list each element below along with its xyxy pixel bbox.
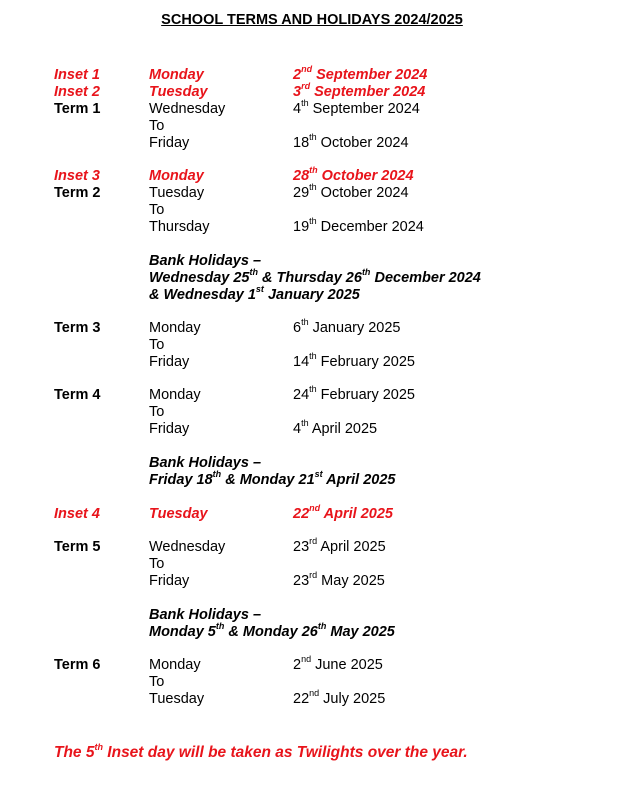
day-name: Monday [149, 67, 204, 83]
term-label: Inset 3 [54, 168, 100, 184]
day-name: To [149, 337, 165, 353]
schedule-row [0, 182, 624, 202]
day-name: Tuesday [149, 84, 208, 100]
day-name: Friday [149, 573, 190, 589]
date-value: 3rd September 2024 [293, 81, 426, 100]
term-label: Term 2 [54, 185, 101, 201]
date-value: 14th February 2025 [293, 351, 415, 370]
date-value: 19th December 2024 [293, 216, 424, 235]
schedule-row [0, 81, 624, 101]
page-title: SCHOOL TERMS AND HOLIDAYS 2024/2025 [161, 12, 463, 28]
day-name: Monday [149, 657, 201, 673]
bank-holiday-line: & Wednesday 1st January 2025 [149, 284, 360, 303]
schedule-row [0, 688, 624, 708]
date-value: 28th October 2024 [293, 165, 414, 184]
date-value: 2nd September 2024 [293, 64, 428, 83]
day-name: Thursday [149, 219, 210, 235]
day-name: Tuesday [149, 185, 205, 201]
term-label: Inset 2 [54, 84, 100, 100]
bank-holiday-heading: Bank Holidays – [149, 455, 262, 471]
term-label: Term 3 [54, 320, 101, 336]
term-label: Term 5 [54, 539, 101, 555]
bank-holiday-heading: Bank Holidays – [149, 253, 262, 269]
day-name: To [149, 118, 165, 134]
date-value: 29th October 2024 [293, 182, 409, 201]
day-name: To [149, 556, 165, 572]
date-value: 4th September 2024 [293, 98, 420, 117]
schedule-row [0, 98, 624, 118]
bank-holiday-note [149, 455, 395, 489]
schedule-row [0, 317, 624, 337]
schedule-row [0, 64, 624, 84]
day-name: Monday [149, 320, 201, 336]
date-value: 22nd April 2025 [293, 503, 393, 522]
date-value: 4th April 2025 [293, 418, 378, 437]
schedule-row [0, 216, 624, 236]
date-value: 2nd June 2025 [293, 654, 383, 673]
date-value: 22nd July 2025 [293, 688, 386, 707]
schedule-row [0, 418, 624, 438]
schedule-row [0, 654, 624, 674]
bank-holiday-heading: Bank Holidays – [149, 607, 262, 623]
term-label: Inset 1 [54, 67, 100, 83]
schedule-row [0, 132, 624, 152]
day-name: To [149, 404, 165, 420]
day-name: Monday [149, 387, 201, 403]
day-name: Tuesday [149, 691, 205, 707]
term-label: Term 6 [54, 657, 101, 673]
bank-holiday-line: Monday 5th & Monday 26th May 2025 [149, 621, 395, 640]
schedule-row [0, 384, 624, 404]
date-value: 6th January 2025 [293, 317, 401, 336]
schedule-row [0, 404, 624, 421]
day-name: To [149, 202, 165, 218]
date-value: 23rd April 2025 [293, 536, 386, 555]
day-name: Friday [149, 421, 190, 437]
day-name: Tuesday [149, 506, 208, 522]
bank-holiday-note [149, 607, 395, 641]
day-name: Wednesday [149, 101, 226, 117]
day-name: Wednesday [149, 539, 226, 555]
footer-note: The 5th Inset day will be taken as Twilights over the year. [54, 741, 468, 761]
date-value: 23rd May 2025 [293, 570, 385, 589]
bank-holiday-line: Friday 18th & Monday 21st April 2025 [149, 469, 396, 488]
term-label: Term 1 [54, 101, 101, 117]
day-name: To [149, 674, 165, 690]
schedule-row [0, 570, 624, 590]
bank-holiday-line: Wednesday 25th & Thursday 26th December 2024 [149, 267, 481, 286]
date-value: 18th October 2024 [293, 132, 409, 151]
day-name: Friday [149, 354, 190, 370]
schedule-row [0, 351, 624, 371]
day-name: Friday [149, 135, 190, 151]
term-label: Term 4 [54, 387, 101, 403]
day-name: Monday [149, 168, 204, 184]
bank-holiday-note [149, 253, 481, 304]
schedule-row [0, 536, 624, 556]
schedule-row [0, 503, 624, 523]
date-value: 24th February 2025 [293, 384, 415, 403]
term-label: Inset 4 [54, 506, 100, 522]
